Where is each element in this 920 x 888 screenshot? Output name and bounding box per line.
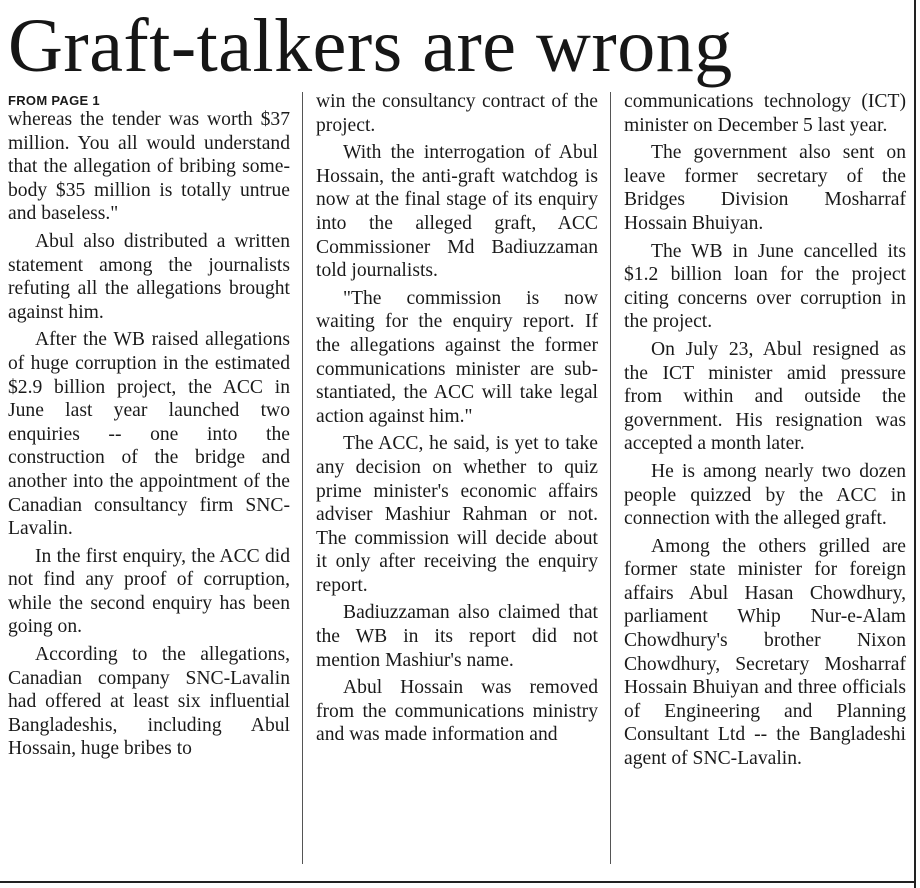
article-column-1	[8, 94, 290, 765]
paragraph: communications technology (ICT) minister on December 5 last year.	[624, 91, 906, 136]
paragraph: The WB in June cancelled its $1.2 billion loan for the project citing concerns over corruption in the project.	[624, 240, 906, 333]
article-column-3	[624, 90, 906, 775]
paragraph: With the interrogation of Abul Hossain, the anti-graft watchdog is now at the final stage of its enquiry into the alleged graft, ACC Commissioner Md Badiuzzaman told journalists.	[316, 142, 598, 282]
column-divider	[302, 92, 303, 864]
paragraph: In the first enquiry, the ACC did not find any proof of corruption, while the second enquiry has been going on.	[8, 545, 290, 638]
paragraph: After the WB raised allegations of huge corruption in the estimated $2.9 billion project, the ACC in June last year launched two enquiries -- one into the construction of the bridge and another into the appointment of the Canadian consultancy firm SNC-Lavalin.	[8, 329, 290, 540]
paragraph: The government also sent on leave former secretary of the Bridges Division Mosharraf Hossain Bhuiyan.	[624, 142, 906, 234]
paragraph: Among the others grilled are former state minister for foreign affairs Abul Hasan Chowdhury, parliament Whip Nur-e-Alam Chowdhury's brother Nixon Chowdhury, Secretary Mosharraf Hossain Bhuiyan and three officials of Engineering and Planning Consultant Ltd -- the Bangladeshi agent of SNC-Lavalin.	[624, 535, 906, 770]
paragraph: Abul also distributed a written statement among the journalists refuting all the allegations brought against him.	[8, 230, 290, 323]
from-page-kicker: FROM PAGE 1	[8, 93, 100, 108]
paragraph: Badiuzzaman also claimed that the WB in its report did not mention Mashiur's name.	[316, 602, 598, 671]
paragraph: According to the allegations, Canadian company SNC-Lavalin had offered at least six influential Bangladeshis, including Abul Hossain, huge bribes to	[8, 644, 290, 760]
column-divider	[610, 92, 611, 864]
article-column-2	[316, 90, 598, 751]
bottom-rule	[0, 881, 914, 883]
paragraph: The ACC, he said, is yet to take any decision on whether to quiz prime minister's economic affairs adviser Mashiur Rahman or not. The commission will decide about it only after receiving the enquiry report.	[316, 433, 598, 596]
paragraph: win the consultancy contract of the project.	[316, 91, 598, 136]
paragraph: Abul Hossain was removed from the communications ministry and was made information and	[316, 677, 598, 746]
paragraph: "The commission is now waiting for the enquiry report. If the allegations against the former communications minister are substantiated, the ACC will take legal action against him."	[316, 287, 598, 427]
headline: Graft-talkers are wrong	[8, 4, 733, 88]
page-edge-rule	[914, 0, 916, 888]
paragraph: He is among nearly two dozen people quizzed by the ACC in connection with the alleged graft.	[624, 460, 906, 530]
paragraph: On July 23, Abul resigned as the ICT minister amid pressure from within and outside the government. His resignation was accepted a month later.	[624, 338, 906, 455]
paragraph: whereas the tender was worth $37 million. You all would understand that the allegation of bribing somebody $35 million is totally untrue and baseless."	[8, 109, 290, 225]
